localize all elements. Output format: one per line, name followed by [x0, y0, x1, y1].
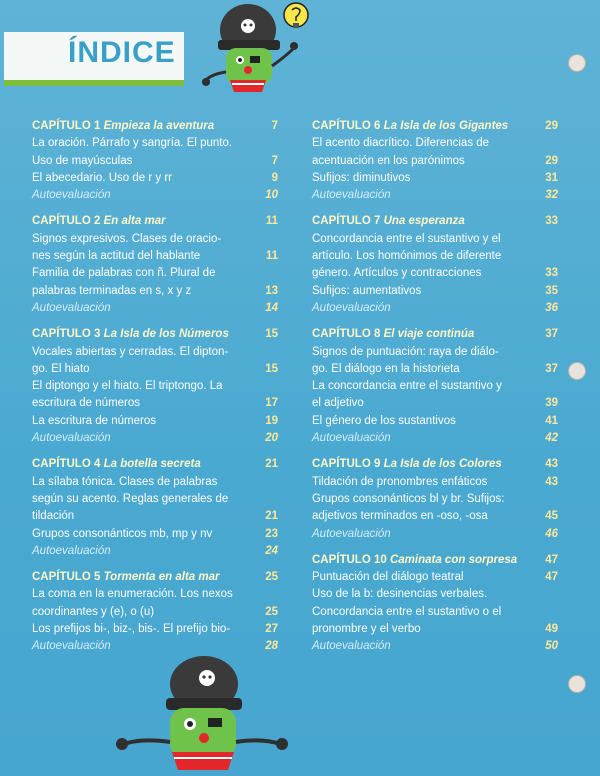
topic-line [312, 604, 558, 621]
chapter-label: CAPÍTULO 2 [32, 215, 101, 228]
chapter-page-number: 7 [271, 120, 278, 132]
chapter-page-number: 25 [265, 571, 278, 584]
topic-line [32, 526, 278, 543]
topic-text: Sufijos: diminutivos [312, 171, 411, 184]
topic-text: Grupos consonánticos bl y br. Sufijos: [312, 492, 505, 505]
topic-text: Autoevaluación [312, 640, 391, 653]
topic-line [312, 395, 558, 412]
topic-text: Concordancia entre el sustantivo o el [312, 605, 502, 618]
chapter-label: CAPÍTULO 3 [32, 328, 101, 341]
topic-text: Tildación de pronombres enfáticos [312, 475, 488, 488]
topic-page-number: 35 [545, 284, 558, 297]
topic-page-number: 36 [545, 301, 558, 314]
topic-line [312, 413, 558, 430]
topic-page-number [258, 231, 278, 248]
topic-page-number: 20 [265, 432, 278, 445]
chapter-heading [32, 118, 278, 135]
chapter-heading [312, 326, 558, 343]
chapter-label: CAPÍTULO 7 [312, 215, 381, 228]
topic-page-number: 42 [545, 432, 558, 445]
index-column-right [312, 118, 558, 665]
chapter-title: La Isla de los Números [103, 328, 229, 341]
chapter-title: La Isla de los Gigantes [383, 120, 509, 132]
topic-text: Signos de puntuación: raya de diálo- [312, 345, 499, 358]
topic-line [312, 265, 558, 282]
topic-line [312, 153, 558, 170]
topic-page-number [258, 344, 278, 361]
topic-page-number [258, 265, 278, 282]
topic-page-number: 45 [545, 510, 558, 523]
topic-text: género. Artículos y contracciones [312, 267, 482, 280]
topic-page-number [258, 474, 278, 491]
topic-text: Autoevaluación [312, 527, 391, 540]
topic-text: acentuación en los parónimos [312, 154, 465, 167]
topic-page-number: 24 [265, 544, 278, 557]
chapter-title: Una esperanza [383, 215, 465, 228]
topic-line [32, 378, 278, 395]
chapter-entry [32, 456, 278, 560]
topic-text: La coma en la enumeración. Los nexos [32, 588, 233, 601]
topic-text: Autoevaluación [32, 301, 111, 314]
topic-line [32, 413, 278, 430]
chapter-page-number: 47 [545, 553, 558, 566]
topic-page-number: 21 [265, 510, 278, 523]
topic-page-number: 29 [545, 154, 558, 167]
topic-text: según su acento. Reglas generales de [32, 492, 229, 505]
topic-page-number: 37 [545, 362, 558, 375]
topic-text: Autoevaluación [32, 189, 111, 202]
topic-page-number: 10 [265, 189, 278, 202]
chapter-label: CAPÍTULO 5 [32, 571, 101, 584]
topic-text: La oración. Párrafo y sangría. El punto. [32, 137, 233, 150]
chapter-entry [32, 118, 278, 204]
chapter-title: Caminata con sorpresa [389, 553, 518, 566]
topic-line [312, 231, 558, 248]
topic-text: El género de los sustantivos [312, 414, 456, 427]
topic-text: El acento diacrítico. Diferencias de [312, 137, 490, 150]
pirate-mascot-bottom [112, 652, 292, 776]
topic-page-number: 9 [271, 171, 278, 184]
topic-page-number: 33 [545, 267, 558, 280]
topic-text: Familia de palabras con ñ. Plural de [32, 267, 216, 280]
topic-text: artículo. Los homónimos de diferente [312, 250, 502, 263]
topic-page-number: 15 [265, 362, 278, 375]
binder-hole-middle [568, 362, 586, 380]
title-banner [4, 32, 184, 86]
topic-text: La escritura de números [32, 414, 157, 427]
topic-text: go. El hiato [32, 362, 90, 375]
topic-text: Uso de la b: desinencias verbales. [312, 588, 488, 601]
autoevaluacion-entry [312, 300, 558, 317]
topic-text: Autoevaluación [32, 544, 111, 557]
topic-page-number [538, 231, 558, 248]
topic-text: tildación [32, 510, 75, 523]
topic-line [32, 604, 278, 621]
topic-page-number [258, 586, 278, 603]
topic-text: go. El diálogo en la historieta [312, 362, 460, 375]
topic-page-number: 25 [265, 605, 278, 618]
topic-page-number: 27 [265, 623, 278, 636]
topic-text: palabras terminadas en s, x y z [32, 284, 192, 297]
topic-line [32, 395, 278, 412]
chapter-heading [312, 456, 558, 473]
chapter-entry [32, 213, 278, 317]
topic-line [312, 508, 558, 525]
topic-page-number [538, 378, 558, 395]
topic-line [32, 248, 278, 265]
topic-text: coordinantes y (e), o (u) [32, 605, 155, 618]
topic-line [32, 283, 278, 300]
topic-text: Uso de mayúsculas [32, 154, 133, 167]
topic-line [32, 153, 278, 170]
topic-text: Autoevaluación [312, 301, 391, 314]
topic-text: Autoevaluación [32, 432, 111, 445]
chapter-label: CAPÍTULO 4 [32, 458, 101, 471]
topic-text: Grupos consonánticos mb, mp y nv [32, 527, 213, 540]
topic-page-number: 49 [545, 623, 558, 636]
chapter-label: CAPÍTULO 1 [32, 120, 101, 132]
topic-line [32, 344, 278, 361]
topic-line [32, 621, 278, 638]
topic-page-number: 47 [545, 571, 558, 584]
topic-text: Los prefijos bi-, biz-, bis-. El prefijo bio- [32, 623, 231, 636]
chapter-heading [32, 326, 278, 343]
binder-hole-bottom [568, 675, 586, 693]
topic-text: Autoevaluación [312, 189, 391, 202]
autoevaluacion-entry [312, 187, 558, 204]
topic-line [312, 378, 558, 395]
topic-text: el adjetivo [312, 397, 364, 410]
autoevaluacion-entry [32, 543, 278, 560]
topic-text: La concordancia entre el sustantivo y [312, 380, 502, 393]
topic-text: escritura de números [32, 397, 141, 410]
topic-line [312, 621, 558, 638]
topic-page-number [538, 344, 558, 361]
topic-text: Puntuación del diálogo teatral [312, 571, 464, 584]
topic-line [32, 586, 278, 603]
topic-text: pronombre y el verbo [312, 623, 421, 636]
topic-page-number [538, 135, 558, 152]
page-title: ÍNDICE [68, 36, 176, 69]
topic-text: Concordancia entre el sustantivo y el [312, 232, 501, 245]
chapter-title: Tormenta en alta mar [103, 571, 220, 584]
chapter-label: CAPÍTULO 9 [312, 458, 381, 471]
topic-line [312, 474, 558, 491]
topic-page-number: 14 [265, 301, 278, 314]
topic-page-number: 32 [545, 189, 558, 202]
chapter-entry [312, 213, 558, 317]
index-column-left [32, 118, 278, 665]
topic-line [312, 586, 558, 603]
chapter-entry [312, 326, 558, 447]
autoevaluacion-entry [312, 638, 558, 655]
chapter-title: El viaje continúa [383, 328, 475, 341]
topic-page-number: 11 [265, 250, 278, 263]
autoevaluacion-entry [32, 187, 278, 204]
topic-page-number: 46 [545, 527, 558, 540]
topic-line [312, 248, 558, 265]
topic-text: El diptongo y el hiato. El triptongo. La [32, 380, 223, 393]
topic-line [32, 135, 278, 152]
topic-text: Vocales abiertas y cerradas. El dipton- [32, 345, 229, 358]
topic-page-number: 23 [265, 527, 278, 540]
topic-line [32, 491, 278, 508]
topic-text: El abecedario. Uso de r y rr [32, 171, 172, 184]
chapter-heading [312, 213, 558, 230]
chapter-page-number: 15 [265, 328, 278, 341]
topic-line [312, 170, 558, 187]
topic-page-number: 41 [545, 414, 558, 427]
chapter-label: CAPÍTULO 10 [312, 553, 387, 566]
topic-line [32, 170, 278, 187]
topic-line [312, 344, 558, 361]
topic-text: Autoevaluación [32, 640, 111, 653]
chapter-label: CAPÍTULO 8 [312, 328, 381, 341]
chapter-entry [32, 569, 278, 655]
chapter-title: En alta mar [103, 215, 166, 228]
topic-page-number: 28 [265, 640, 278, 653]
topic-page-number: 19 [265, 414, 278, 427]
topic-line [312, 569, 558, 586]
chapter-entry [312, 118, 558, 204]
chapter-entry [32, 326, 278, 447]
autoevaluacion-entry [312, 430, 558, 447]
topic-page-number [258, 491, 278, 508]
chapter-heading [32, 569, 278, 586]
topic-line [312, 283, 558, 300]
topic-text: Autoevaluación [312, 432, 391, 445]
topic-page-number: 7 [271, 154, 278, 167]
topic-line [312, 361, 558, 378]
topic-line [312, 135, 558, 152]
lightbulb-icon [282, 2, 310, 32]
chapter-heading [312, 552, 558, 569]
topic-text: La sílaba tónica. Clases de palabras [32, 475, 218, 488]
chapter-heading [312, 118, 558, 135]
chapter-page-number: 21 [265, 458, 278, 471]
topic-line [32, 508, 278, 525]
autoevaluacion-entry [32, 300, 278, 317]
chapter-title: La botella secreta [103, 458, 201, 471]
topic-text: adjetivos terminados en -oso, -osa [312, 510, 488, 523]
binder-hole-top [568, 54, 586, 72]
topic-text: Signos expresivos. Clases de oracio- [32, 232, 222, 245]
topic-page-number: 43 [545, 475, 558, 488]
topic-line [32, 265, 278, 282]
topic-page-number: 13 [265, 284, 278, 297]
topic-line [32, 474, 278, 491]
chapter-page-number: 33 [545, 215, 558, 228]
topic-page-number [538, 491, 558, 508]
topic-line [32, 231, 278, 248]
topic-page-number: 39 [545, 397, 558, 410]
chapter-heading [32, 213, 278, 230]
topic-line [312, 491, 558, 508]
chapter-entry [312, 552, 558, 656]
topic-page-number [538, 604, 558, 621]
autoevaluacion-entry [312, 526, 558, 543]
topic-page-number: 31 [545, 171, 558, 184]
topic-page-number [538, 248, 558, 265]
topic-text: nes según la actitud del hablante [32, 250, 201, 263]
chapter-label: CAPÍTULO 6 [312, 120, 381, 132]
topic-page-number: 50 [545, 640, 558, 653]
chapter-page-number: 37 [545, 328, 558, 341]
topic-text: Sufijos: aumentativos [312, 284, 422, 297]
topic-page-number [258, 135, 278, 152]
chapter-title: La Isla de los Colores [383, 458, 502, 471]
chapter-title: Empieza la aventura [103, 120, 215, 132]
topic-page-number: 17 [265, 397, 278, 410]
topic-page-number [538, 586, 558, 603]
chapter-page-number: 43 [545, 458, 558, 471]
chapter-entry [312, 456, 558, 542]
chapter-page-number: 11 [265, 215, 278, 228]
chapter-page-number: 29 [545, 120, 558, 132]
chapter-heading [32, 456, 278, 473]
autoevaluacion-entry [32, 430, 278, 447]
topic-line [32, 361, 278, 378]
topic-page-number [258, 378, 278, 395]
